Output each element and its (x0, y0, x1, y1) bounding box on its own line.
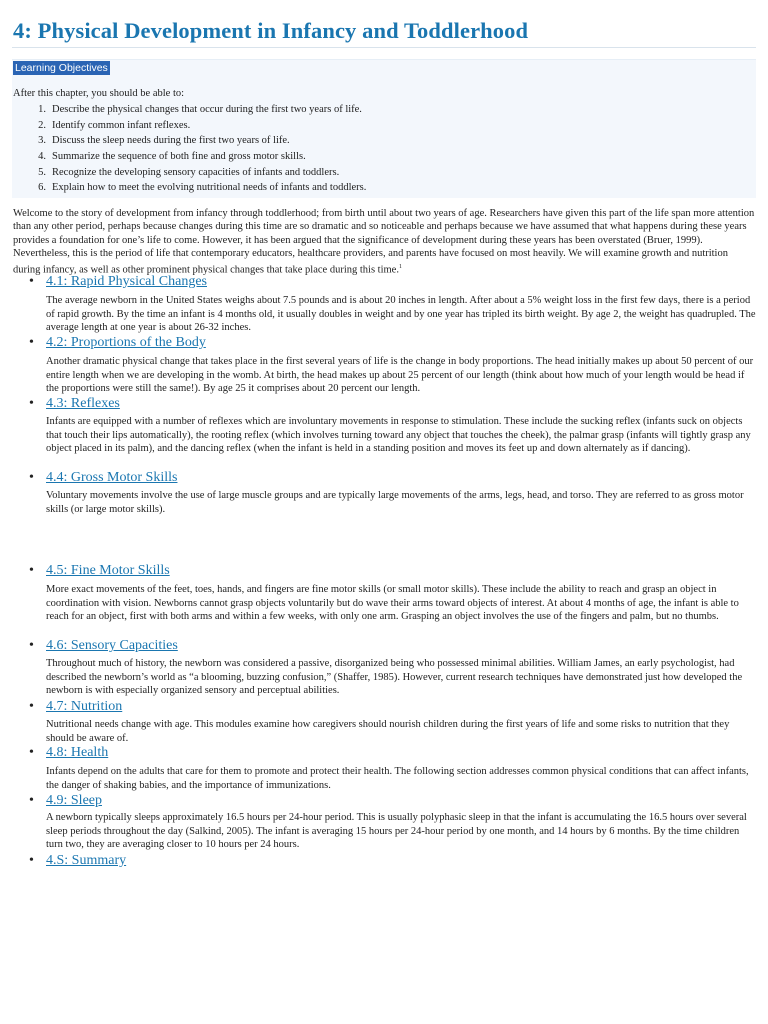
learning-objectives-heading: Learning Objectives (15, 62, 108, 74)
section-summary-4-4: Voluntary movements involve the use of large muscle groups and are typically large movements of the arms, legs, head, and torso. They are referred to as gross motor skills (or large motor skills). (46, 490, 744, 515)
section-summary-4-5: More exact movements of the feet, toes, hands, and fingers are fine motor skills (or small motor skills). These include the ability to reach and grasp an object in coordination with vision. Newborns cannot grasp objects voluntarily but do wave their arms toward objects of interest. At about 4 months of age, the infant is able to reach for an object, first with both arms and within a few weeks, with only one arm. Grasping an object involves the use of the fingers and palm, but no thumbs. (46, 584, 739, 623)
section-link-4-8[interactable]: 4.8: Health (46, 745, 109, 760)
section-link-4-3[interactable]: 4.3: Reflexes (46, 396, 120, 411)
list-item: 3. Discuss the sleep needs during the first two years of life. (38, 135, 290, 147)
objectives-list (28, 103, 366, 197)
bullet-icon: • (29, 274, 34, 289)
section-link-4-6[interactable]: 4.6: Sensory Capacities (46, 638, 178, 653)
section-link-4-4[interactable]: 4.4: Gross Motor Skills (46, 470, 178, 485)
section-summary-4-2: Another dramatic physical change that takes place in the first several years of life is the change in body proportions. The head initially makes up about 50 percent of our entire length when we are developing in the womb. At birth, the head makes up about 25 percent of our length (think about how much of your length would be head if the proportions were still the same!). By age 25 it comprises about 20 percent our length. (46, 356, 754, 395)
section-summary-4-1: The average newborn in the United States weighs about 7.5 pounds and is about 20 inches in length. After about a 5% weight loss in the first few days, there is a period of rapid growth. By the time an infant is 4 months old, it usually doubles in weight and by one year has tripled its birth weight. By age 2, the weight has quadrupled. The average length at one year is about 26-32 inches. (46, 295, 756, 334)
list-item: 4. Summarize the sequence of both fine and gross motor skills. (38, 151, 306, 163)
page-title: 4: Physical Development in Infancy and Toddlerhood (13, 18, 529, 43)
bullet-icon: • (29, 396, 34, 411)
title-divider (12, 47, 756, 48)
section-summary-4-8: Infants depend on the adults that care for them to promote and protect their health. The following section addresses common physical conditions that can affect infants, the danger of shaking babies, and the importance of immunizations. (46, 766, 749, 791)
list-item: 2. Identify common infant reflexes. (38, 119, 191, 131)
section-link-4-5[interactable]: 4.5: Fine Motor Skills (46, 563, 170, 578)
bullet-icon: • (29, 335, 34, 350)
section-summary-4-3: Infants are equipped with a number of reflexes which are involuntary movements in response to stimulation. These include the sucking reflex (infants suck on objects that touch their lips automatically), the rooting reflex (which involves turning toward any object that touches the cheek), the palmar grasp (infants will tightly grasp any object placed in its palm), and the dancing reflex (when the infant is held in a standing position and moves its feet up and down alternately as if dancing). (46, 416, 751, 455)
section-link-4-2[interactable]: 4.2: Proportions of the Body (46, 335, 206, 350)
welcome-paragraph: Welcome to the story of development from infancy through toddlerhood; from birth until about two years of age. Researchers have given this part of the life span more attention than any other period, perhaps because changes during this time are so dramatic and so noticeable and perhaps because we have assumed that what happens during these years provides a foundation for one’s life to come. However, it has been argued that the significance of development during these years has been overstated (Bruer, 1999). Nevertheless, this is the period of life that contemporary educators, healthcare providers, and parents have focused on most heavily. We will examine growth and nutrition during infancy, as well as other prominent physical changes that take place during this time.$^1$ (13, 208, 755, 276)
list-item: 5. Recognize the developing sensory capacities of infants and toddlers. (38, 166, 340, 178)
bullet-icon: • (29, 745, 34, 760)
section-link-4-7[interactable]: 4.7: Nutrition (46, 699, 123, 714)
footnote-marker[interactable]: 1 (398, 263, 402, 270)
section-link-4-s[interactable]: 4.S: Summary (46, 853, 127, 868)
section-summary-4-6: Throughout much of history, the newborn was considered a passive, disorganized being who possessed minimal abilities. William James, an early psychologist, had described the newborn’s world as “a blooming, buzzing confusion,” (Shaffer, 1985). However, current research techniques have demonstrated just how developed the newborn is with especially organized sensory and perceptual abilities. (46, 658, 743, 697)
section-link-4-1[interactable]: 4.1: Rapid Physical Changes (46, 274, 207, 289)
section-summary-4-9: A newborn typically sleeps approximately 16.5 hours per 24-hour period. This is usually polyphasic sleep in that the infant is accumulating the 16.5 hours over several sleep periods throughout the day (Salkind, 2005). The infant is averaging 15 hours per 24-hour period by one month, and 14 hours by 6 months. By the time children turn two, they are averaging closer to 10 hours per 24 hours. (46, 812, 747, 851)
list-item: 6. Explain how to meet the evolving nutritional needs of infants and toddlers. (38, 182, 367, 194)
bullet-icon: • (29, 563, 34, 578)
bullet-icon: • (29, 638, 34, 653)
objectives-intro: After this chapter, you should be able to: (13, 88, 185, 99)
bullet-icon: • (29, 853, 34, 868)
list-item: 1. Describe the physical changes that occur during the first two years of life. (38, 104, 362, 115)
bullet-icon: • (29, 793, 34, 808)
bullet-icon: • (29, 699, 34, 714)
section-link-4-9[interactable]: 4.9: Sleep (46, 793, 102, 808)
section-summary-4-7: Nutritional needs change with age. This modules examine how caregivers should nourish children during the first years of life and some risks to nutrition that they should be aware of. (46, 719, 730, 744)
bullet-icon: • (29, 470, 34, 485)
